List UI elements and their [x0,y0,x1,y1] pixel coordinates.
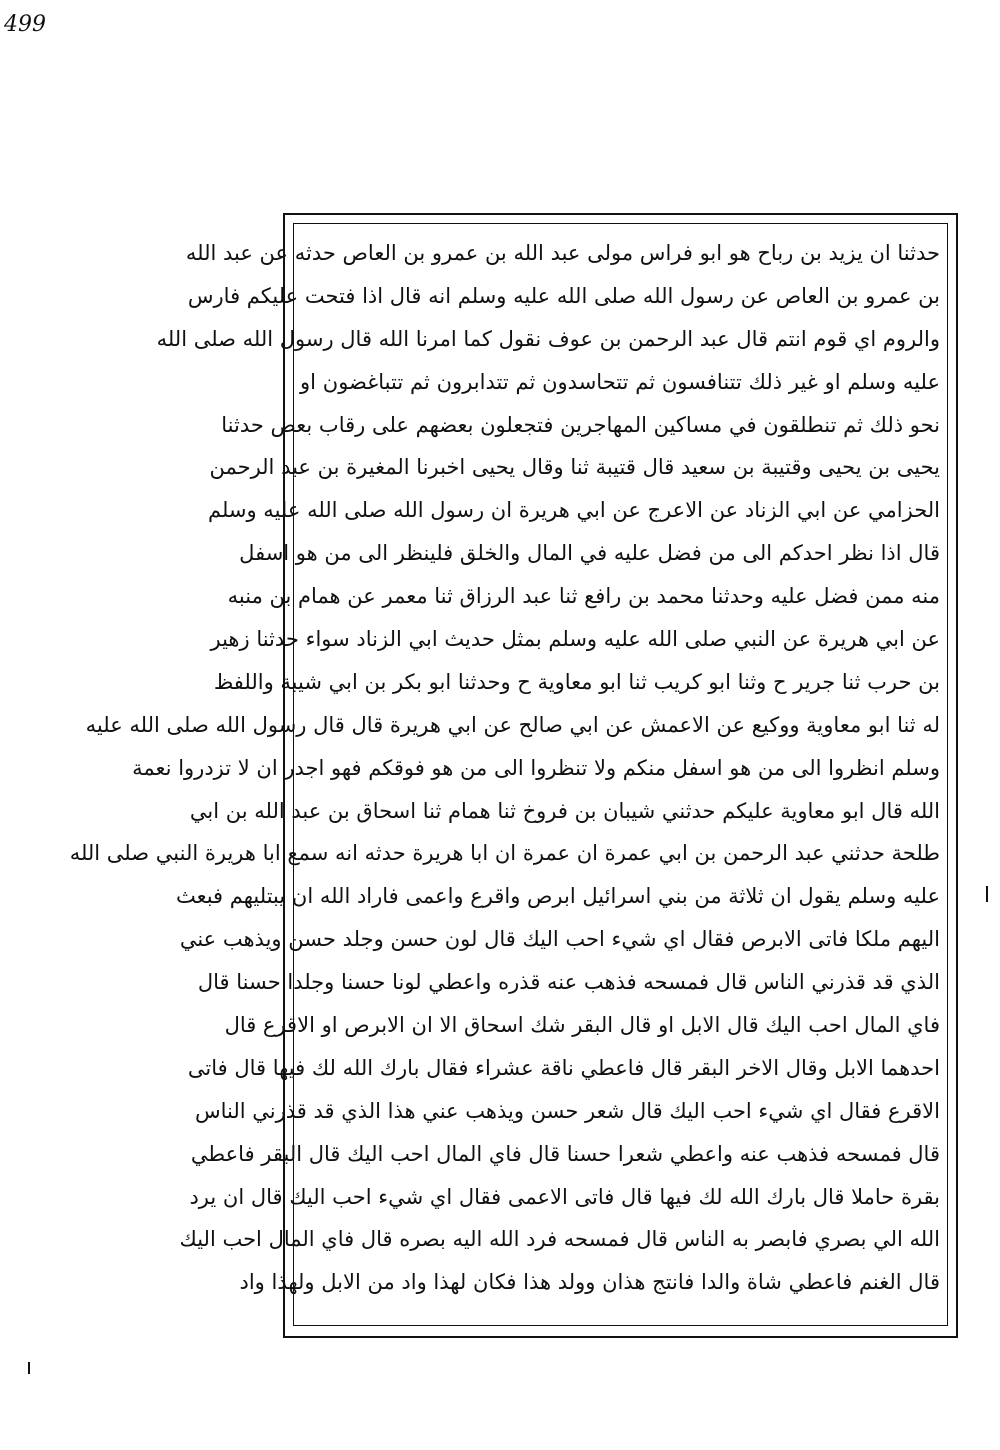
text-line-12: له ثنا ابو معاوية ووكيع عن الاعمش عن ابي صالح عن ابي هريرة قال قال رسول الله صلى الله عليه [85,712,940,737]
text-line-10: عن ابي هريرة عن النبي صلى الله عليه وسلم بمثل حديث ابي الزناد سواء حدثنا زهير [210,627,940,652]
text-line-2: بن عمرو بن العاص عن رسول الله صلى الله عليه وسلم انه قال اذا فتحت عليكم فارس [187,283,940,308]
text-line-9: منه ممن فضل عليه وحدثنا محمد بن رافع ثنا عبد الرزاق ثنا معمر عن همام بن منبه [227,584,940,609]
text-line-11: بن حرب ثنا جرير ح وثنا ابو كريب ثنا ابو معاوية ح وحدثنا ابو بكر بن ابي شيبة واللفظ [213,669,940,694]
text-line-16: عليه وسلم يقول ان ثلاثة من بني اسرائيل ابرص واقرع واعمى فاراد الله ان يبتليهم فبعث [175,884,940,909]
text-line-1: حدثنا ان يزيد بن رباح هو ابو فراس مولى عبد الله بن عمرو بن العاص حدثه عن عبد الله [185,241,940,265]
text-line-8: قال اذا نظر احدكم الى من فضل عليه في المال والخلق فلينظر الى من هو اسفل [239,541,940,566]
text-line-22: قال فمسحه فذهب عنه واعطي شعرا حسنا قال فاي المال احب اليك قال البقر فاعطي [190,1141,940,1166]
text-line-19: فاي المال احب اليك قال الابل او قال البقر شك اسحاق الا ان الابرص او الاقرع قال [224,1013,940,1038]
text-line-25: قال الغنم فاعطي شاة والدا فانتج هذان وولد هذا فكان لهذا واد من الابل ولهذا واد [239,1270,940,1295]
page-number: 499 [4,12,46,37]
text-line-3: والروم اي قوم انتم قال عبد الرحمن بن عوف نقول كما امرنا الله قال رسول الله صلى الله [156,326,940,351]
text-line-17: اليهم ملكا فاتى الابرص فقال اي شيء احب اليك قال لون حسن وجلد حسن ويذهب عني [179,927,940,952]
text-line-21: الاقرع فقال اي شيء احب اليك قال شعر حسن ويذهب عني هذا الذي قد قذرني الناس [195,1098,940,1123]
text-line-5: نحو ذلك ثم تنطلقون في مساكين المهاجرين فتجعلون بعضهم على رقاب بعض حدثنا [221,412,940,437]
text-line-15: طلحة حدثني عبد الرحمن بن ابي عمرة ان عمرة ان ابا هريرة حدثه انه سمع ابا هريرة النبي صلى الله [69,841,940,866]
text-line-18: الذي قد قذرني الناس قال فمسحه فذهب عنه قذره واعطي لونا حسنا وجلدا حسنا قال [197,970,940,995]
manuscript-text-block [69,232,940,1322]
text-line-24: الله الي بصري فابصر به الناس قال فمسحه فرد الله اليه بصره قال فاي المال احب اليك [179,1227,940,1252]
text-line-20: احدهما الابل وقال الاخر البقر قال فاعطي ناقة عشراء فقال بارك الله لك فيها قال فاتى [187,1055,940,1080]
text-line-4: عليه وسلم او غير ذلك تتنافسون ثم تتحاسدون ثم تتدابرون ثم تتباغضون او [300,369,940,394]
text-line-7: الحزامي عن ابي الزناد عن الاعرج عن ابي هريرة ان رسول الله صلى الله عليه وسلم [207,498,940,523]
text-line-6: يحيى بن يحيى وقتيبة بن سعيد قال قتيبة ثنا وقال يحيى اخبرنا المغيرة بن عبد الرحمن [209,455,940,480]
margin-tick-mark-bottom [28,1362,30,1374]
text-line-23: بقرة حاملا قال بارك الله لك فيها قال فاتى الاعمى فقال اي شيء احب اليك قال ان يرد [189,1184,940,1209]
margin-tick-mark [986,886,988,902]
text-line-14: الله قال ابو معاوية عليكم حدثني شيبان بن فروخ ثنا همام ثنا اسحاق بن عبد الله بن ابي [189,798,940,823]
text-line-13: وسلم انظروا الى من هو اسفل منكم ولا تنظروا الى من هو فوقكم فهو اجدر ان لا تزدروا نعمة [132,755,940,780]
